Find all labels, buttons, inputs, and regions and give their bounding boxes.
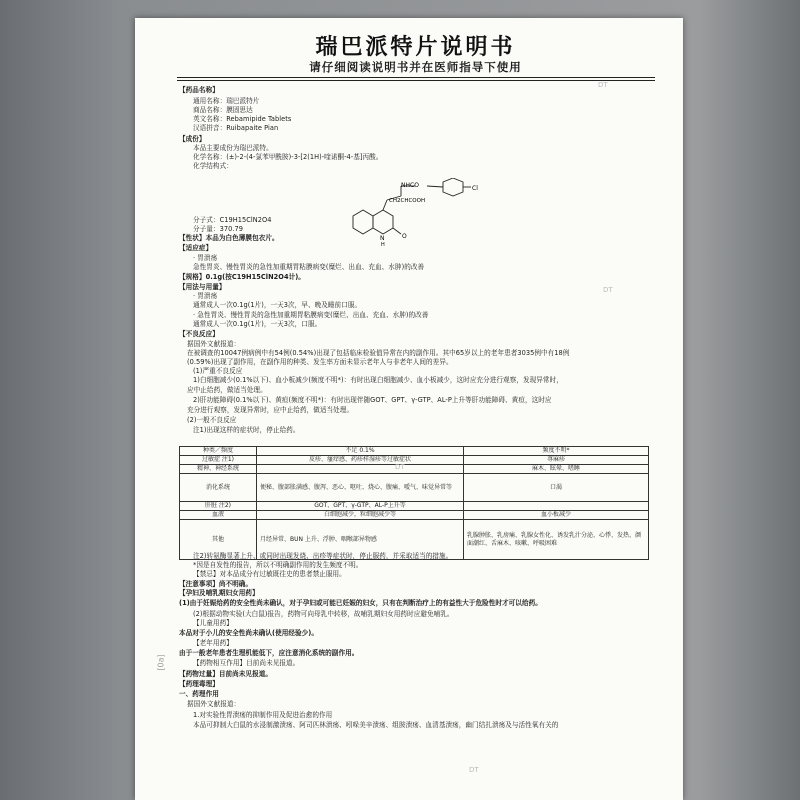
table-row xyxy=(180,465,649,474)
table-cell: 月经异常、BUN 上升、浮肿、咽喉部异物感 xyxy=(257,520,464,560)
table-cell: 荨麻疹 xyxy=(464,456,649,465)
text-line: 据国外文献报道： xyxy=(187,340,241,348)
table-cell: 麻木、眩晕、嗜睡 xyxy=(464,465,649,474)
table-cell: 精神、神经系统 xyxy=(180,465,257,474)
text-line: (2)一般不良反应 xyxy=(187,416,237,424)
text-line: 【成份】 xyxy=(179,135,206,143)
table-cell: 乳腺肿胀、乳房痛、乳腺女性化、诱发乳汁分泌、心悸、发热、颜面潮红、舌麻木、咳嗽、呼吸困难 xyxy=(464,520,649,560)
text-line: (1)由于妊娠给药的安全性尚未确认，对于孕妇或可能已妊娠的妇女，只有在判断治疗上的有益性大于危险性时才可以给药。 xyxy=(179,599,542,607)
table-cell: 其他 xyxy=(180,520,257,560)
leaflet-subtitle: 请仔细阅读说明书并在医师指导下使用 xyxy=(309,60,522,74)
text-line: (0.59%)出现了副作用，在副作用的种类、发生率方面未显示老年人与非老年人间的差异。 xyxy=(187,358,453,366)
text-line: 【不良反应】 xyxy=(179,330,219,338)
adverse-reaction-table xyxy=(179,446,649,560)
table-row xyxy=(180,474,649,502)
text-line: 1.对实验性胃溃疡的抑制作用及促进治愈的作用 xyxy=(193,711,333,719)
structure-label: CH2CHCOOH xyxy=(389,198,426,204)
table-row xyxy=(180,502,649,511)
table-cell: 便秘、腹部胀满感、腹泻、恶心、呕吐、烧心、腹痛、嗳气、味觉异常等 xyxy=(257,474,464,502)
table-cell: 过敏症 注1) xyxy=(180,456,257,465)
structure-label: NHCO xyxy=(401,182,419,189)
text-line: 化学名称：(±)-2-(4-氯苯甲酰胺)-3-[2(1H)-喹诺酮-4-基]丙酸。 xyxy=(193,153,383,161)
table-cell xyxy=(464,502,649,511)
text-line: 通用名称：瑞巴派特片 xyxy=(193,97,260,105)
text-line: 商品名称：膜固思达 xyxy=(193,106,253,114)
text-line: 本品可抑制大白鼠的水浸制激溃疡、阿司匹林溃疡、吲哚美辛溃疡、组胺溃疡、血清基溃疡，幽门结扎溃疡及与活性氧有关的 xyxy=(193,721,559,729)
table-cell: 白细胞减少，粒细胞减少等 xyxy=(257,511,464,520)
text-line: 【儿童用药】 xyxy=(193,619,233,627)
text-line: 【孕妇及哺乳期妇女用药】 xyxy=(179,589,259,597)
text-line: · 胃溃疡 xyxy=(193,254,218,262)
table-cell: GOT、GPT、γ-GTP、AL-P上升等 xyxy=(257,502,464,511)
text-line: (2)根据动物实验(大白鼠)报告，药物可向母乳中转移，故哺乳期妇女用药时应避免哺乳。 xyxy=(193,610,454,618)
watermark: DT xyxy=(395,463,405,471)
text-line: (1)严重不良反应 xyxy=(193,367,243,375)
text-line: 【老年用药】 xyxy=(193,639,233,647)
text-line: 充分进行观察，发现异常时，应中止给药，做适当处理。 xyxy=(187,406,354,414)
text-line: 英文名称：Rebamipide Tablets xyxy=(193,115,292,123)
text-line: 【用法与用量】 xyxy=(179,283,226,291)
table-cell: 皮疹、瘙痒感、药疹样湿疹等过敏症状 xyxy=(257,456,464,465)
table-cell: 种类／频度 xyxy=(180,447,257,456)
text-line: 【药品名称】 xyxy=(179,86,219,94)
text-line: 【药物过量】目前尚未见报道。 xyxy=(179,670,273,678)
structure-label: Cl xyxy=(472,185,478,192)
structure-label: N xyxy=(380,235,385,242)
text-line: 通常成人一次0.1g(1片)，一天3次，早、晚及睡前口服。 xyxy=(193,301,362,309)
text-line: 【适应症】 xyxy=(179,244,213,252)
text-line: 通常成人一次0.1g(1片)，一天3次，口服。 xyxy=(193,320,322,328)
text-line: 1)白细胞减少(0.1%以下)、血小板减少(频度不明*)：有时出现白细胞减少、血小板减少，这时应充分进行观察，发现异常时， xyxy=(193,376,563,384)
chemical-structure xyxy=(343,178,493,248)
text-line: 汉语拼音：Ruibapaite Pian xyxy=(193,124,279,132)
table-row xyxy=(180,520,649,560)
text-line: 2)肝功能障碍(0.1%以下)、黄疸(频度不明*)：有时出现伴随GOT、GPT、γ-GTP、AL-P上升等肝功能障碍、黄疸，这时应 xyxy=(193,396,552,404)
text-line: 注1)出现这样的症状时，停止给药。 xyxy=(193,426,300,434)
text-line: · 胃溃疡 xyxy=(193,292,218,300)
text-line: 应中止给药，做适当处理。 xyxy=(187,386,267,394)
table-cell: 频度不明* xyxy=(464,447,649,456)
text-line: 本品对于小儿的安全性尚未确认(使用经验少)。 xyxy=(179,629,319,637)
text-line: 一、药理作用 xyxy=(179,690,219,698)
table-cell: 不足 0.1% xyxy=(257,447,464,456)
table-cell: 肝脏 注2) xyxy=(180,502,257,511)
structure-label: O xyxy=(402,233,407,240)
text-line: 分子量：370.79 xyxy=(193,225,243,233)
text-line: 【药理毒理】 xyxy=(179,680,219,688)
leaflet-page xyxy=(135,18,683,800)
side-mark: [0a] xyxy=(156,654,166,671)
text-line: 本品主要成份为瑞巴派特。 xyxy=(193,144,273,152)
text-line: 分子式：C19H15ClN2O4 xyxy=(193,216,272,224)
text-line: 在被调查的10047例病例中有54例(0.54%)出现了包括临床检验值异常在内的副作用。其中65岁以上的老年患者3035例中有18例 xyxy=(187,349,570,357)
table-cell: 口渴 xyxy=(464,474,649,502)
text-line: 据国外文献报道： xyxy=(187,700,241,708)
watermark: DT xyxy=(469,766,479,774)
structure-label: H xyxy=(381,242,385,248)
text-line: · 急性胃炎、慢性胃炎的急性加重期胃粘膜病变(糜烂、出血、充血、水肿)的改善 xyxy=(193,311,429,319)
text-line: 【禁忌】对本品成分有过敏既往史的患者禁止服用。 xyxy=(193,570,346,578)
text-line: 【规格】0.1g(按C19H15ClN2O4计)。 xyxy=(179,273,305,281)
watermark: DT xyxy=(603,286,613,294)
divider xyxy=(177,80,655,81)
text-line: 由于一般老年患者生理机能低下，应注意消化系统的副作用。 xyxy=(179,649,359,657)
text-line: 急性胃炎、慢性胃炎的急性加重期胃粘膜病变(糜烂、出血、充血、水肿)的改善 xyxy=(193,263,425,271)
divider xyxy=(177,77,655,78)
table-cell xyxy=(257,465,464,474)
text-line: 【性状】本品为白色薄膜包衣片。 xyxy=(179,234,279,242)
table-cell: 血小板减少 xyxy=(464,511,649,520)
table-row xyxy=(180,511,649,520)
text-line: 【药物相互作用】目前尚未见报道。 xyxy=(193,659,300,667)
table-cell: 血液 xyxy=(180,511,257,520)
text-line: 化学结构式： xyxy=(193,162,233,170)
text-line: 注2)转氨酶显著上升、或同时出现发烧、出疹等症状时，停止服药，并采取适当的措施。 xyxy=(193,552,453,560)
table-cell: 消化系统 xyxy=(180,474,257,502)
watermark: DT xyxy=(598,81,608,89)
text-line: 【注意事项】尚不明确。 xyxy=(179,580,253,588)
leaflet-title: 瑞巴派特片说明书 xyxy=(315,35,516,60)
table-row xyxy=(180,456,649,465)
text-line: *因是自发性的报告，所以不明确副作用的发生频度不明。 xyxy=(193,561,363,569)
table-header-row xyxy=(180,447,649,456)
